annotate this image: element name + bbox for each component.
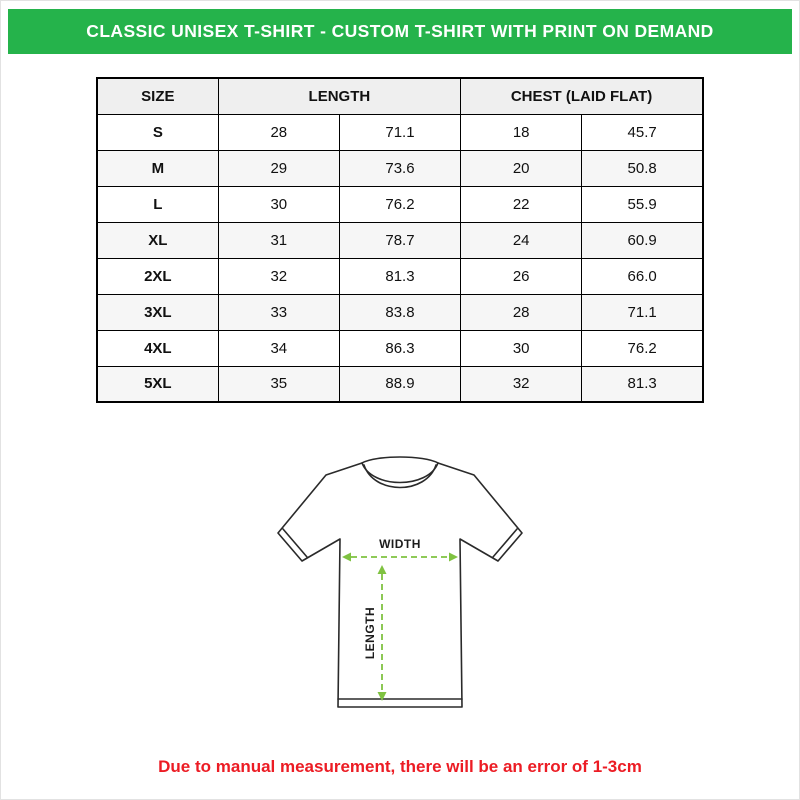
col-header-chest: CHEST (LAID FLAT) [461, 78, 703, 114]
length-in-cell: 28 [218, 114, 339, 150]
chest-cm-cell: 55.9 [582, 186, 703, 222]
chest-cm-cell: 71.1 [582, 294, 703, 330]
size-cell: 4XL [97, 330, 218, 366]
chest-in-cell: 24 [461, 222, 582, 258]
chest-cm-cell: 66.0 [582, 258, 703, 294]
size-cell: 3XL [97, 294, 218, 330]
length-cm-cell: 78.7 [339, 222, 460, 258]
page-title: CLASSIC UNISEX T-SHIRT - CUSTOM T-SHIRT WITH PRINT ON DEMAND [86, 21, 714, 41]
size-chart-table [96, 77, 704, 403]
tshirt-diagram [250, 445, 550, 745]
length-in-cell: 31 [218, 222, 339, 258]
tshirt-illustration [250, 445, 550, 745]
size-cell: M [97, 150, 218, 186]
length-in-cell: 29 [218, 150, 339, 186]
col-header-length: LENGTH [218, 78, 460, 114]
length-in-cell: 34 [218, 330, 339, 366]
table-row [97, 294, 703, 330]
length-in-cell: 33 [218, 294, 339, 330]
collar-back-line [362, 457, 438, 463]
size-cell: 5XL [97, 366, 218, 402]
chest-in-cell: 22 [461, 186, 582, 222]
size-cell: XL [97, 222, 218, 258]
chest-in-cell: 26 [461, 258, 582, 294]
length-cm-cell: 88.9 [339, 366, 460, 402]
chest-cm-cell: 81.3 [582, 366, 703, 402]
table-row [97, 366, 703, 402]
length-label: LENGTH [363, 606, 377, 660]
col-header-size: SIZE [97, 78, 218, 114]
chest-in-cell: 30 [461, 330, 582, 366]
chest-in-cell: 32 [461, 366, 582, 402]
table-row [97, 258, 703, 294]
table-row [97, 330, 703, 366]
chest-cm-cell: 45.7 [582, 114, 703, 150]
width-label: WIDTH [379, 537, 421, 551]
size-cell: L [97, 186, 218, 222]
length-cm-cell: 83.8 [339, 294, 460, 330]
table-row [97, 222, 703, 258]
table-row [97, 186, 703, 222]
size-cell: 2XL [97, 258, 218, 294]
chest-in-cell: 28 [461, 294, 582, 330]
length-cm-cell: 81.3 [339, 258, 460, 294]
length-cm-cell: 86.3 [339, 330, 460, 366]
chest-cm-cell: 50.8 [582, 150, 703, 186]
size-cell: S [97, 114, 218, 150]
table-header-row [97, 78, 703, 114]
table-row [97, 114, 703, 150]
table-row [97, 150, 703, 186]
length-cm-cell: 73.6 [339, 150, 460, 186]
length-in-cell: 35 [218, 366, 339, 402]
length-cm-cell: 76.2 [339, 186, 460, 222]
title-banner [8, 9, 792, 54]
chest-in-cell: 20 [461, 150, 582, 186]
length-in-cell: 32 [218, 258, 339, 294]
chest-in-cell: 18 [461, 114, 582, 150]
length-cm-cell: 71.1 [339, 114, 460, 150]
chest-cm-cell: 60.9 [582, 222, 703, 258]
measurement-note: Due to manual measurement, there will be an error of 1-3cm [158, 757, 642, 776]
tshirt-outline [278, 463, 522, 707]
chest-cm-cell: 76.2 [582, 330, 703, 366]
length-in-cell: 30 [218, 186, 339, 222]
